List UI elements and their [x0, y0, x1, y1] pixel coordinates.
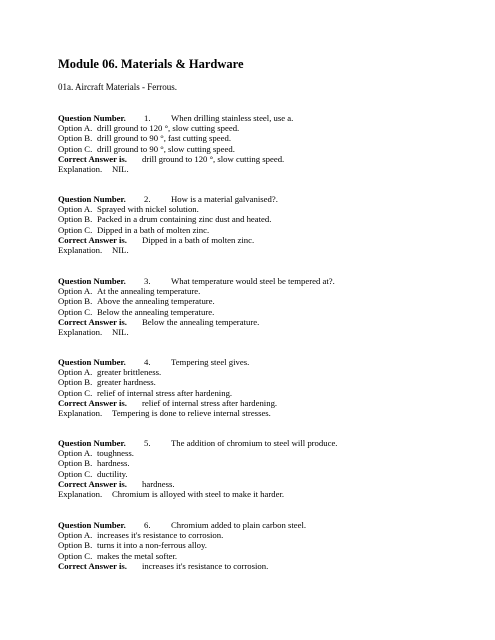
option-c-label: Option C.	[58, 550, 93, 561]
option-b-text: hardness.	[97, 458, 130, 469]
option-c-label: Option C.	[58, 387, 93, 398]
option-b-row	[58, 540, 478, 550]
explanation-text: Tempering is done to relieve internal stresses.	[112, 407, 271, 418]
explanation-row	[58, 245, 478, 255]
question-text: The addition of chromium to steel will produce.	[171, 438, 338, 448]
correct-answer-row	[58, 235, 478, 245]
question-number-label: Question Number.	[58, 113, 126, 123]
question-number: 1.	[144, 113, 151, 123]
option-c-label: Option C.	[58, 224, 93, 235]
option-a-row	[58, 367, 478, 377]
option-c-row	[58, 144, 478, 154]
option-b-label: Option B.	[58, 458, 93, 469]
correct-answer-text: drill ground to 120 °, slow cutting speed.	[142, 153, 285, 164]
option-b-label: Option B.	[58, 214, 93, 225]
question-row	[58, 520, 478, 530]
explanation-label: Explanation.	[58, 244, 103, 255]
option-a-text: Sprayed with nickel solution.	[97, 204, 199, 215]
question-number: 6.	[144, 520, 151, 530]
question-row	[58, 194, 478, 204]
correct-answer-text: relief of internal stress after hardening.	[142, 397, 278, 408]
question-number-label: Question Number.	[58, 194, 126, 204]
question-block-5	[58, 438, 478, 499]
option-c-row	[58, 551, 478, 561]
option-a-text: greater brittleness.	[97, 367, 162, 378]
explanation-text: NIL.	[112, 163, 129, 174]
question-number: 4.	[144, 357, 151, 367]
question-row	[58, 113, 478, 123]
explanation-label: Explanation.	[58, 407, 103, 418]
option-a-row	[58, 123, 478, 133]
option-c-row	[58, 469, 478, 479]
question-row	[58, 357, 478, 367]
option-b-text: drill ground to 90 °, fast cutting speed.	[97, 133, 232, 144]
option-b-text: turns it into a non-ferrous alloy.	[97, 540, 207, 551]
option-c-text: ductility.	[97, 468, 128, 479]
option-c-row	[58, 388, 478, 398]
correct-answer-label: Correct Answer is.	[58, 478, 127, 489]
question-text: How is a material galvanised?.	[171, 194, 278, 204]
option-c-text: makes the metal softer.	[97, 550, 178, 561]
question-number: 3.	[144, 276, 151, 286]
option-a-label: Option A.	[58, 286, 93, 297]
option-b-text: greater hardness.	[97, 377, 156, 388]
question-number-label: Question Number.	[58, 520, 126, 530]
option-b-row	[58, 377, 478, 387]
option-c-text: drill ground to 90 °, slow cutting speed.	[97, 143, 235, 154]
option-b-row	[58, 133, 478, 143]
question-block-1	[58, 113, 478, 174]
option-a-row	[58, 204, 478, 214]
explanation-label: Explanation.	[58, 163, 103, 174]
page-title: Module 06. Materials & Hardware	[58, 57, 244, 71]
option-a-row	[58, 530, 478, 540]
question-text: Chromium added to plain carbon steel.	[171, 520, 307, 530]
correct-answer-label: Correct Answer is.	[58, 234, 127, 245]
section-subtitle: 01a. Aircraft Materials - Ferrous.	[58, 82, 177, 92]
option-b-label: Option B.	[58, 296, 93, 307]
explanation-text: NIL.	[112, 326, 129, 337]
option-a-row	[58, 448, 478, 458]
option-a-text: drill ground to 120 °, slow cutting speed.	[97, 123, 240, 134]
option-a-row	[58, 286, 478, 296]
option-a-label: Option A.	[58, 530, 93, 541]
question-number-label: Question Number.	[58, 276, 126, 286]
option-b-label: Option B.	[58, 540, 93, 551]
explanation-row	[58, 327, 478, 337]
explanation-text: NIL.	[112, 244, 129, 255]
question-number-label: Question Number.	[58, 438, 126, 448]
correct-answer-label: Correct Answer is.	[58, 397, 127, 408]
option-b-row	[58, 458, 478, 468]
correct-answer-text: hardness.	[142, 478, 175, 489]
option-c-text: relief of internal stress after hardening.	[97, 387, 233, 398]
option-a-text: toughness.	[97, 448, 134, 459]
option-c-label: Option C.	[58, 306, 93, 317]
option-a-text: increases it's resistance to corrosion.	[97, 530, 224, 541]
option-a-label: Option A.	[58, 123, 93, 134]
explanation-row	[58, 164, 478, 174]
question-text: When drilling stainless steel, use a.	[171, 113, 294, 123]
question-block-4	[58, 357, 478, 418]
question-number: 2.	[144, 194, 151, 204]
option-a-label: Option A.	[58, 448, 93, 459]
option-b-row	[58, 296, 478, 306]
question-number: 5.	[144, 438, 151, 448]
explanation-label: Explanation.	[58, 488, 103, 499]
correct-answer-row	[58, 398, 478, 408]
option-b-label: Option B.	[58, 133, 93, 144]
explanation-text: Chromium is alloyed with steel to make it harder.	[112, 488, 285, 499]
correct-answer-row	[58, 561, 478, 571]
option-a-label: Option A.	[58, 367, 93, 378]
correct-answer-row	[58, 317, 478, 327]
explanation-row	[58, 408, 478, 418]
question-text: Tempering steel gives.	[171, 357, 250, 367]
explanation-row	[58, 489, 478, 499]
question-text: What temperature would steel be tempered at?.	[171, 276, 335, 286]
option-a-label: Option A.	[58, 204, 93, 215]
option-b-text: Above the annealing temperature.	[97, 296, 215, 307]
question-block-3	[58, 276, 478, 337]
option-c-label: Option C.	[58, 468, 93, 479]
question-row	[58, 276, 478, 286]
correct-answer-label: Correct Answer is.	[58, 153, 127, 164]
option-c-text: Below the annealing temperature.	[97, 306, 215, 317]
correct-answer-label: Correct Answer is.	[58, 560, 127, 571]
question-block-2	[58, 194, 478, 255]
option-a-text: At the annealing temperature.	[97, 286, 201, 297]
question-number-label: Question Number.	[58, 357, 126, 367]
option-c-label: Option C.	[58, 143, 93, 154]
correct-answer-label: Correct Answer is.	[58, 316, 127, 327]
option-c-row	[58, 225, 478, 235]
correct-answer-row	[58, 154, 478, 164]
option-b-text: Packed in a drum containing zinc dust and heated.	[97, 214, 272, 225]
correct-answer-text: increases it's resistance to corrosion.	[142, 560, 269, 571]
correct-answer-text: Dipped in a bath of molten zinc.	[142, 234, 255, 245]
option-b-row	[58, 214, 478, 224]
question-row	[58, 438, 478, 448]
explanation-label: Explanation.	[58, 326, 103, 337]
option-c-text: Dipped in a bath of molten zinc.	[97, 224, 210, 235]
correct-answer-row	[58, 479, 478, 489]
correct-answer-text: Below the annealing temperature.	[142, 316, 260, 327]
option-c-row	[58, 307, 478, 317]
question-block-6	[58, 520, 478, 571]
option-b-label: Option B.	[58, 377, 93, 388]
